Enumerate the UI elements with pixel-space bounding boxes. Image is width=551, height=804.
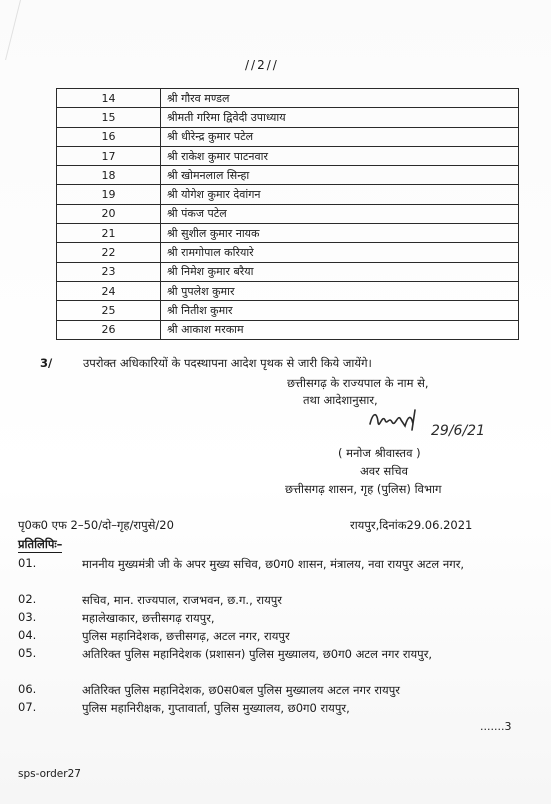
signatory-name: ( मनोज श्रीवास्तव ) bbox=[338, 446, 421, 460]
table-row bbox=[57, 301, 519, 320]
paragraph-number: 3/ bbox=[40, 356, 53, 370]
signature-image bbox=[365, 402, 515, 442]
serial-number-cell: 14 bbox=[57, 89, 161, 108]
serial-number-cell: 15 bbox=[57, 108, 161, 127]
memo-place-date: रायपुर,दिनांक29.06.2021 bbox=[350, 518, 473, 532]
table-row bbox=[57, 185, 519, 204]
governor-line: छत्तीसगढ़ के राज्यपाल के नाम से, bbox=[287, 376, 429, 390]
officer-name-cell: श्री गौरव मण्डल bbox=[161, 89, 519, 108]
officers-table bbox=[56, 88, 519, 340]
officer-name-cell: श्री रामगोपाल करियारे bbox=[161, 243, 519, 262]
table-row bbox=[57, 243, 519, 262]
table-row bbox=[57, 204, 519, 223]
officer-name-cell: श्री खोमनलाल सिन्हा bbox=[161, 166, 519, 185]
table-row bbox=[57, 262, 519, 281]
paragraph-text: उपरोक्त अधिकारियों के पदस्थापना आदेश पृथक से जारी किये जायेंगे। bbox=[83, 356, 372, 370]
officer-name-cell: श्री सुशील कुमार नायक bbox=[161, 224, 519, 243]
serial-number-cell: 16 bbox=[57, 127, 161, 146]
officer-name-cell: श्री राकेश कुमार पाटनवार bbox=[161, 146, 519, 165]
signature-date: 29/6/21 bbox=[431, 423, 485, 439]
table-row bbox=[57, 281, 519, 300]
continuation-marker: .......3 bbox=[480, 720, 512, 733]
order-line: तथा आदेशानुसार, bbox=[303, 393, 378, 407]
table-row bbox=[57, 89, 519, 108]
serial-number-cell: 22 bbox=[57, 243, 161, 262]
table-row bbox=[57, 146, 519, 165]
officer-name-cell: श्री नितीश कुमार bbox=[161, 301, 519, 320]
serial-number-cell: 18 bbox=[57, 166, 161, 185]
table-row bbox=[57, 224, 519, 243]
table-row bbox=[57, 127, 519, 146]
serial-number-cell: 24 bbox=[57, 281, 161, 300]
signatory-designation: अवर सचिव bbox=[360, 464, 408, 478]
paper-fold-mark bbox=[0, 0, 21, 60]
table-row bbox=[57, 166, 519, 185]
signatory-department: छत्तीसगढ़ शासन, गृह (पुलिस) विभाग bbox=[285, 482, 442, 496]
officer-name-cell: श्री निमेश कुमार बरैया bbox=[161, 262, 519, 281]
officer-name-cell: श्री पंकज पटेल bbox=[161, 204, 519, 223]
table-row bbox=[57, 320, 519, 339]
page-marker: //2// bbox=[245, 58, 279, 72]
serial-number-cell: 19 bbox=[57, 185, 161, 204]
serial-number-cell: 20 bbox=[57, 204, 161, 223]
officer-name-cell: श्री पुपलेश कुमार bbox=[161, 281, 519, 300]
serial-number-cell: 25 bbox=[57, 301, 161, 320]
memo-number: पृ0क0 एफ 2–50/दो–गृह/रापुसे/20 bbox=[18, 518, 174, 532]
serial-number-cell: 21 bbox=[57, 224, 161, 243]
serial-number-cell: 26 bbox=[57, 320, 161, 339]
serial-number-cell: 23 bbox=[57, 262, 161, 281]
officer-name-cell: श्री आकाश मरकाम bbox=[161, 320, 519, 339]
serial-number-cell: 17 bbox=[57, 146, 161, 165]
table-row bbox=[57, 108, 519, 127]
officer-name-cell: श्री योगेश कुमार देवांगन bbox=[161, 185, 519, 204]
officer-name-cell: श्रीमती गरिमा द्विवेदी उपाध्याय bbox=[161, 108, 519, 127]
document-page: //2// 14 श्री गौरव मण्डल 15 श्रीमती गरिमा द्विवेदी उपाध्याय 16 श्री धीरेन्द्र कुमार पटेल 17 श्री राकेश कुमार पाटनवार 18 श्री खोमनलाल सिन्हा 19 श्री योगेश कुमार देवांगन 20 श्री पंकज पटेल 21 श्री सुशील कुमार नायक 22 श्री रामगोपाल करियारे 23 श्री निमेश कुमार बरैया 24 श्री पुपलेश कुमार 25 श्री नितीश कुमार 26 श्री आकाश मरकाम 3/ उपरोक्त अधिकारियों के पदस्थापना आदेश पृथक से जारी किये जायेंगे। छत्तीसगढ़ के राज्यपाल के नाम से, तथा आदेशानुसार, 29/6/21 ( मनोज श्रीवास्तव ) अवर सचिव छत्तीसगढ़ शासन, गृह (पुलिस) विभाग पृ0क0 एफ 2–50/दो–गृह/रापुसे/20 रायपुर,दिनांक29.06.2021 प्रतिलिपिः– 01. माननीय मुख्यमंत्री जी के अपर मुख्य सचिव, छ0ग0 शासन, मंत्रालय, नवा रायपुर अटल नगर, 02. सचिव, मान. राज्यपाल, राजभवन, छ.ग., रायपुर 03. महालेखाकार, छत्तीसगढ़ रायपुर, 04. पुलिस महानिदेशक, छत्तीसगढ़, अटल नगर, रायपुर 05. अतिरिक्त पुलिस महानिदेशक (प्रशासन) पुलिस मुख्यालय, छ0ग0 अटल नगर रायपुर, 06. अतिरिक्त पुलिस महानिदेशक, छ0स0बल पुलिस मुख्यालय अटल नगर रायपुर 07. पुलिस महानिरीक्षक, गुप्तावार्ता, पुलिस मुख्यालय, छ0ग0 रायपुर, .......3 sps-order27 bbox=[0, 0, 551, 804]
footer-code: sps-order27 bbox=[18, 768, 81, 780]
copy-to-heading: प्रतिलिपिः– bbox=[18, 537, 63, 551]
officer-name-cell: श्री धीरेन्द्र कुमार पटेल bbox=[161, 127, 519, 146]
